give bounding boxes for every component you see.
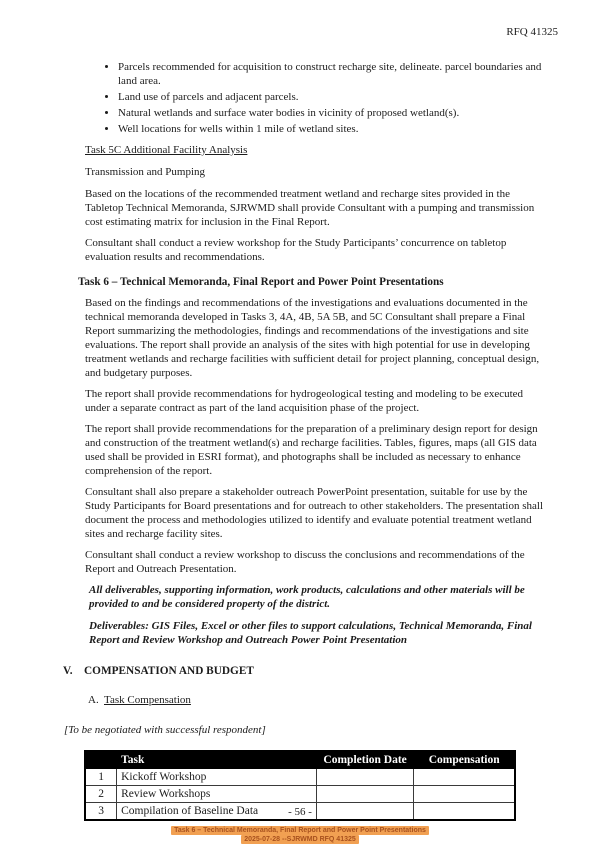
completion-date-cell xyxy=(316,786,413,803)
task-cell: Kickoff Workshop xyxy=(117,769,317,786)
paragraph: Based on the findings and recommendations of the investigations and evaluations documented in the technical memoranda developed in Tasks 3, 4A, 4B, 5A 5B, and 5C Consultant shall prepare a Final Report summarizing the methodologies, findings and recommendations of the investigations and site evaluations. The report shall provide an analysis of the sites with high potential for use in developing treatment wetlands and recharge facilities with sufficient detail for project planning, conceptual design, and budgetary purposes. xyxy=(85,297,540,379)
compensation-cell xyxy=(414,786,515,803)
bullet-list xyxy=(85,60,545,136)
row-number-cell: 3 xyxy=(85,803,117,821)
task-5c-heading xyxy=(85,143,545,157)
section-v-numeral: V. xyxy=(63,665,73,677)
property-note: All deliverables, supporting information, work products, calculations and other materials will be provided to and be considered property of the district. xyxy=(89,584,525,610)
subsection-a-heading xyxy=(88,693,545,707)
footer-annotation xyxy=(0,826,600,844)
document-body xyxy=(63,60,545,821)
table-header-compensation: Compensation xyxy=(414,751,515,769)
table-row xyxy=(85,786,515,803)
negotiation-note: [To be negotiated with successful respondent] xyxy=(64,724,266,736)
task-cell: Compilation of Baseline Data xyxy=(117,803,317,821)
paragraph: The report shall provide recommendations for hydrogeological testing and modeling to be executed under a separate contract as part of the land acquisition phase of the project. xyxy=(85,388,524,414)
bullet-item: • Natural wetlands and surface water bodies in vicinity of proposed wetland(s). xyxy=(118,106,545,120)
footer-annotation-line2: 2025-07-28 --SJRWMD RFQ 41325 xyxy=(241,835,359,844)
paragraph: Consultant shall conduct a review workshop to discuss the conclusions and recommendations of the Report and Outreach Presentation. xyxy=(85,549,525,575)
subsection-a-letter: A. xyxy=(88,694,99,706)
task-6-heading: Task 6 – Technical Memoranda, Final Report and Power Point Presentations xyxy=(78,276,444,288)
section-v-title: COMPENSATION AND BUDGET xyxy=(84,665,254,677)
table-row xyxy=(85,769,515,786)
completion-date-cell xyxy=(316,769,413,786)
footer-annotation-line1: Task 6 – Technical Memoranda, Final Report and Power Point Presentations xyxy=(171,826,429,835)
table-header-empty xyxy=(85,751,117,769)
compensation-cell xyxy=(414,769,515,786)
page-number: - 56 - xyxy=(288,806,312,818)
paragraph: Consultant shall also prepare a stakeholder outreach PowerPoint presentation, suitable for use by the Study Participants for Board presentations and for outreach to other stakeholders. The presentation shall document the process and methodologies utilized to identify and evaluate potential treatment wetland sites and recharge facility sites. xyxy=(85,486,544,540)
table-header-completion-date: Completion Date xyxy=(316,751,413,769)
task-5c-heading-text: Task 5C Additional Facility Analysis xyxy=(85,144,248,156)
deliverables-note: Deliverables: GIS Files, Excel or other files to support calculations, Technical Memoranda, Final Report and Review Workshop and Outreach Power Point Presentation xyxy=(89,620,532,646)
table-header-row xyxy=(85,751,515,769)
row-number-cell: 2 xyxy=(85,786,117,803)
bullet-item: • Parcels recommended for acquisition to construct recharge site, delineate. parcel boundaries and land area. xyxy=(118,60,545,88)
table-header-task: Task xyxy=(117,751,317,769)
bullet-item: • Land use of parcels and adjacent parcels. xyxy=(118,90,545,104)
task-5c-subheading: Transmission and Pumping xyxy=(85,166,206,178)
task-cell: Review Workshops xyxy=(117,786,317,803)
paragraph: Based on the locations of the recommended treatment wetland and recharge sites provided in the Tabletop Technical Memoranda, SJRWMD shall provide Consultant with a pumping and transmission cost estimating matrix for inclusion in the Final Report. xyxy=(85,188,535,228)
paragraph: The report shall provide recommendations for the preparation of a preliminary design report for design and construction of the treatment wetland(s) and recharge facilities. Tables, figures, maps (all GIS data used shall be provided in ESRI format), and photographs shall be included as necessary to enhance comprehension of the report. xyxy=(85,423,538,477)
paragraph: Consultant shall conduct a review workshop for the Study Participants’ concurrence on tabletop evaluation results and recommendations. xyxy=(85,237,507,263)
document-header-rfq-number: RFQ 41325 xyxy=(506,26,558,38)
subsection-a-title: Task Compensation xyxy=(104,694,191,706)
section-v-heading xyxy=(63,664,545,678)
row-number-cell: 1 xyxy=(85,769,117,786)
bullet-item: • Well locations for wells within 1 mile of wetland sites. xyxy=(118,122,545,136)
